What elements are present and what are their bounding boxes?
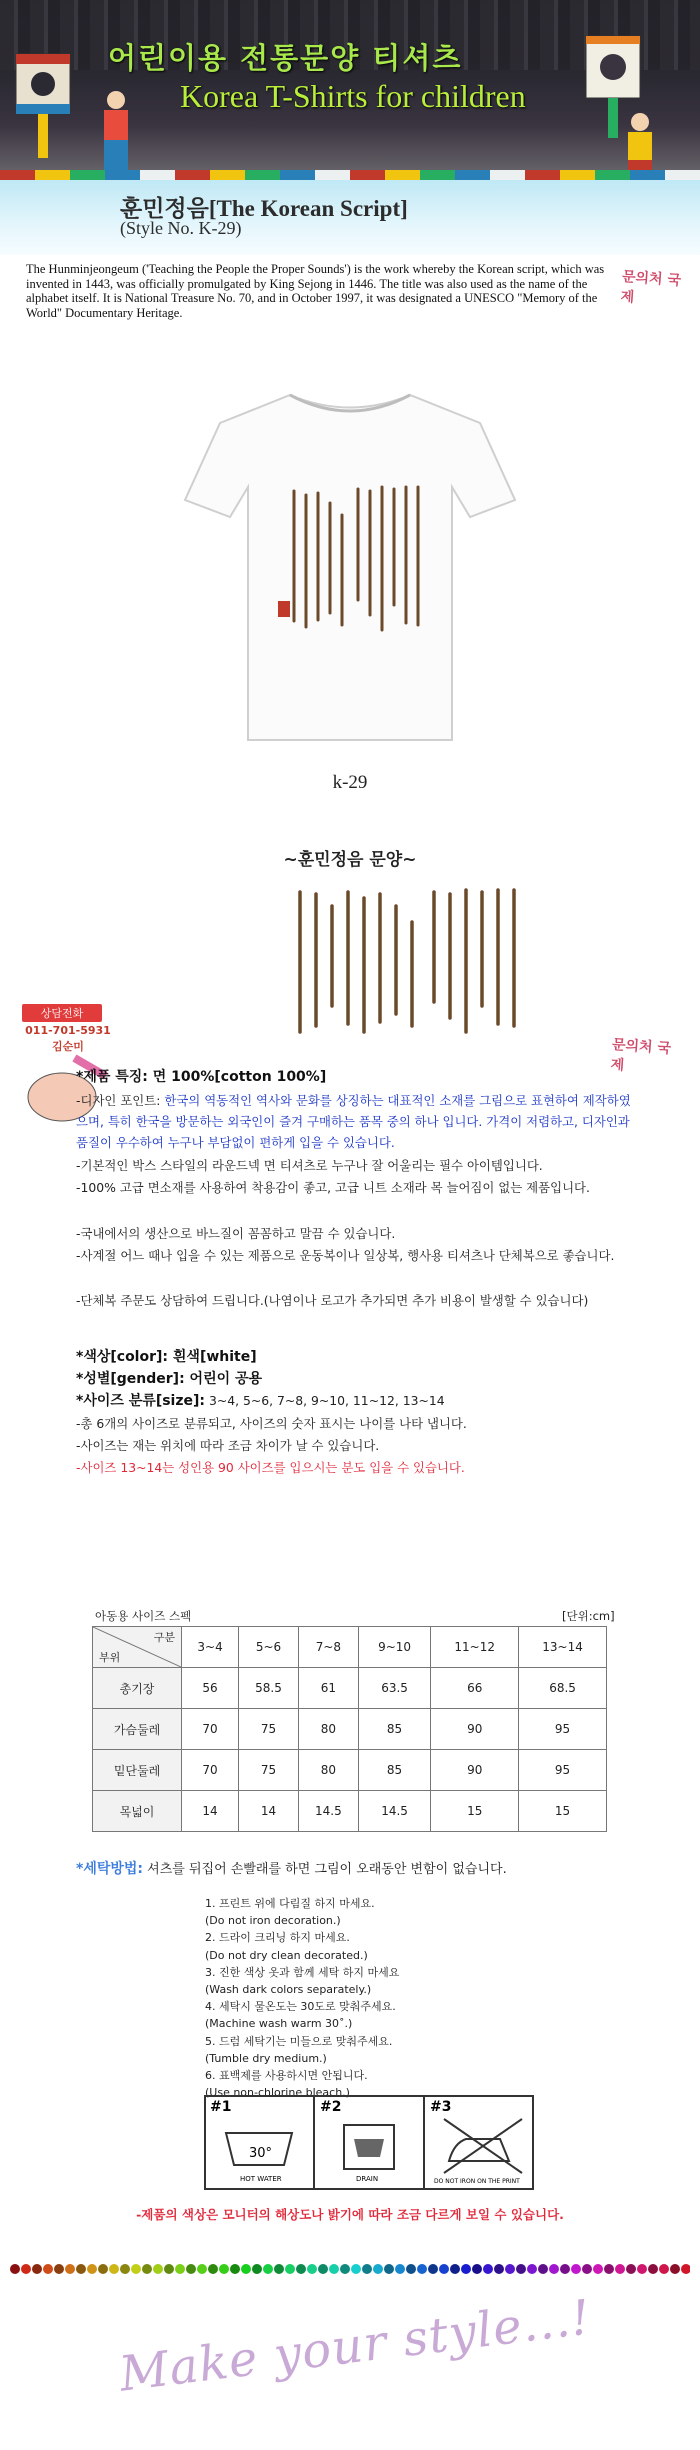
- table-header-row: [93, 1627, 607, 1668]
- table-cell: 56: [182, 1668, 239, 1709]
- table-cell: 58.5: [239, 1668, 299, 1709]
- decorative-dot: [527, 2264, 537, 2274]
- color-label: *색상[color]:: [76, 1349, 169, 1365]
- decorative-dot: [109, 2264, 119, 2274]
- decorative-dot: [54, 2264, 64, 2274]
- decorative-dot: [428, 2264, 438, 2274]
- slogan-text: Make your style...!: [116, 2289, 595, 2403]
- child-figure-icon: [96, 88, 136, 178]
- decorative-dot: [43, 2264, 53, 2274]
- design-point: [76, 1090, 631, 1153]
- decorative-dot: [494, 2264, 504, 2274]
- decorative-dot: [659, 2264, 669, 2274]
- decorative-dot: [164, 2264, 174, 2274]
- table-header-cell: 3~4: [182, 1627, 239, 1668]
- decorative-dot: [263, 2264, 273, 2274]
- decorative-dot: [65, 2264, 75, 2274]
- decorative-dot: [637, 2264, 647, 2274]
- wash-temperature: 30°: [249, 2146, 273, 2161]
- decorative-dot: [406, 2264, 416, 2274]
- size-note: -사이즈는 재는 위치에 따라 조금 차이가 날 수 있습니다.: [76, 1438, 380, 1453]
- table-row-label: 총기장: [93, 1668, 182, 1709]
- table-cell: 63.5: [358, 1668, 430, 1709]
- corner-label-bottom: 부위: [99, 1651, 121, 1664]
- washing-step: (Use non-chlorine bleach.): [205, 2086, 350, 2100]
- table-row: [93, 1668, 607, 1709]
- feature-bullet: -단체복 주문도 상담하여 드립니다.(나염이나 로고가 추가되면 추가 비용이 발생할 수 있습니다): [76, 1293, 589, 1308]
- table-cell: 14.5: [298, 1791, 358, 1832]
- decorative-dot: [417, 2264, 427, 2274]
- decorative-dot: [472, 2264, 482, 2274]
- table-cell: 14.5: [358, 1791, 430, 1832]
- decorative-dot: [340, 2264, 350, 2274]
- washing-label: *세탁방법:: [76, 1861, 144, 1877]
- size-row: [76, 1390, 631, 1412]
- table-row-label: 가슴둘레: [93, 1709, 182, 1750]
- machine-wash-icon: [210, 2099, 292, 2183]
- header-banner: [0, 0, 700, 180]
- decorative-dot: [560, 2264, 570, 2274]
- size-note-highlight: -사이즈 13~14는 성인용 90 사이즈를 입으시는 분도 입을 수 있습니다.: [76, 1460, 465, 1475]
- script-pattern-image: [226, 886, 526, 1036]
- phone-number[interactable]: 011-701-5931: [25, 1024, 111, 1037]
- decorative-dot: [307, 2264, 317, 2274]
- size-table: [92, 1626, 607, 1832]
- decorative-dot: [461, 2264, 471, 2274]
- decorative-dot: [296, 2264, 306, 2274]
- decorative-dot: [87, 2264, 97, 2274]
- feature-bullet: -사계절 어느 때나 입을 수 있는 제품으로 운동복이나 일상복, 행사용 티셔츠나 단체복으로 좋습니다.: [76, 1248, 615, 1263]
- phone-consult-label: 상담전화: [22, 1004, 102, 1022]
- table-cell: 75: [239, 1709, 299, 1750]
- decorative-dot: [351, 2264, 361, 2274]
- table-header-cell: 7~8: [298, 1627, 358, 1668]
- decorative-dot: [197, 2264, 207, 2274]
- pattern-title: ~훈민정음 문양~: [283, 850, 417, 870]
- decorative-dot: [549, 2264, 559, 2274]
- no-iron-icon-label: DO NOT IRON ON THE PRINT: [434, 2178, 520, 2185]
- decorative-dot: [483, 2264, 493, 2274]
- decorative-dot: [142, 2264, 152, 2274]
- decorative-dot: [318, 2264, 328, 2274]
- gender-label: *성별[gender]:: [76, 1371, 185, 1387]
- drain-icon: [320, 2099, 394, 2183]
- feature-bullet: -기본적인 박스 스타일의 라운드넥 면 티셔츠로 누구나 잘 어울리는 필수 아이템입니다.: [76, 1158, 543, 1173]
- table-row-label: 밑단둘레: [93, 1750, 182, 1791]
- size-note: -총 6개의 사이즈로 분류되고, 사이즈의 숫자 표시는 나이를 나타 냅니다.: [76, 1416, 467, 1431]
- washing-step: (Wash dark colors separately.): [205, 1983, 372, 1997]
- product-title: 훈민정음[The Korean Script]: [120, 196, 408, 221]
- table-header-cell: 9~10: [358, 1627, 430, 1668]
- table-header-cell: 13~14: [519, 1627, 607, 1668]
- washing-step: 3. 진한 색상 옷과 함께 세탁 하지 마세요: [205, 1965, 400, 1979]
- washing-step: 1. 프린트 위에 다림질 하지 마세요.: [205, 1897, 375, 1910]
- table-cell: 90: [431, 1709, 519, 1750]
- icon-number: #1: [210, 2099, 232, 2115]
- color-value: 흰색[white]: [168, 1349, 257, 1365]
- inquiry-stamp: 문의처 국제: [620, 268, 682, 306]
- washing-step: 5. 드럼 세탁기는 미들으로 맞춰주세요.: [205, 2034, 393, 2048]
- decorative-dot: [241, 2264, 251, 2274]
- table-cell: 85: [358, 1750, 430, 1791]
- table-header-cell: 5~6: [239, 1627, 299, 1668]
- table-cell: 14: [239, 1791, 299, 1832]
- decorative-dot: [648, 2264, 658, 2274]
- table-cell: 15: [519, 1791, 607, 1832]
- table-row: [93, 1791, 607, 1832]
- decorative-dot: [373, 2264, 383, 2274]
- drain-icon-label: DRAIN: [356, 2175, 379, 2183]
- washing-step: (Machine wash warm 30˚.): [205, 2017, 353, 2031]
- design-point-label: -디자인 포인트:: [76, 1093, 161, 1108]
- table-cell: 70: [182, 1750, 239, 1791]
- kite-icon: [8, 48, 78, 158]
- decorative-dot: [538, 2264, 548, 2274]
- table-cell: 80: [298, 1709, 358, 1750]
- product-style-number: (Style No. K-29): [120, 218, 242, 238]
- decorative-dot: [329, 2264, 339, 2274]
- banner-title-english: Korea T-Shirts for children: [180, 78, 526, 114]
- decorative-dot: [615, 2264, 625, 2274]
- decorative-dot: [76, 2264, 86, 2274]
- table-corner-cell: [93, 1627, 182, 1668]
- table-row-label: 목넓이: [93, 1791, 182, 1832]
- decorative-dot: [571, 2264, 581, 2274]
- decorative-dot: [384, 2264, 394, 2274]
- decorative-dot: [32, 2264, 42, 2274]
- table-row: [93, 1709, 607, 1750]
- decorative-dot: [153, 2264, 163, 2274]
- washing-step: (Tumble dry medium.): [205, 2051, 327, 2065]
- banner-color-stripe: [0, 170, 700, 180]
- banner-title-korean: 어린이용 전통문양 티셔츠: [108, 41, 463, 75]
- table-row: [93, 1750, 607, 1791]
- decorative-dot: [285, 2264, 295, 2274]
- material-label: *제품 특징:: [76, 1069, 148, 1085]
- decorative-dot: [274, 2264, 284, 2274]
- washing-steps-list: [205, 1895, 525, 2101]
- decorative-dot: [450, 2264, 460, 2274]
- size-table-unit: [단위:cm]: [562, 1609, 615, 1623]
- decorative-dot: [186, 2264, 196, 2274]
- decorative-dot: [208, 2264, 218, 2274]
- table-cell: 85: [358, 1709, 430, 1750]
- table-cell: 15: [431, 1791, 519, 1832]
- table-cell: 90: [431, 1750, 519, 1791]
- decorative-dot: [252, 2264, 262, 2274]
- table-cell: 14: [182, 1791, 239, 1832]
- washing-step: (Do not dry clean decorated.): [205, 1948, 368, 1962]
- decorative-dot: [626, 2264, 636, 2274]
- decorative-dot-divider: [10, 2262, 690, 2276]
- decorative-dot: [21, 2264, 31, 2274]
- size-table-caption: 아동용 사이즈 스펙: [95, 1609, 192, 1623]
- gender-row: [76, 1368, 631, 1390]
- table-cell: 95: [519, 1750, 607, 1791]
- decorative-dot: [505, 2264, 515, 2274]
- decorative-dot: [395, 2264, 405, 2274]
- size-label: *사이즈 분류[size]:: [76, 1393, 205, 1409]
- corner-label-top: 구분: [153, 1631, 175, 1644]
- wash-icon-label: HOT WATER: [240, 2175, 282, 2183]
- product-caption: k-29: [332, 772, 368, 793]
- decorative-dot: [593, 2264, 603, 2274]
- table-cell: 61: [298, 1668, 358, 1709]
- decorative-dot: [516, 2264, 526, 2274]
- feature-bullet: -100% 고급 면소재를 사용하여 착용감이 좋고, 고급 니트 소재라 목 늘어짐이 없는 제품입니다.: [76, 1180, 590, 1195]
- table-cell: 80: [298, 1750, 358, 1791]
- decorative-dot: [439, 2264, 449, 2274]
- product-description: The Hunminjeongeum ('Teaching the People the Proper Sounds') is the work whereby the Korean script, which was invented in 1443, was officially promulgated by King Sejong in 1446. The title was also used as the name of the alphabet itself. It is National Treasure No. 70, and in October 1997, it was designated a UNESCO "Memory of the World" Documentary Heritage.: [26, 262, 605, 320]
- washing-step: 2. 드라이 크리닝 하지 마세요.: [205, 1931, 350, 1945]
- icon-number: #2: [320, 2099, 342, 2115]
- table-cell: 68.5: [519, 1668, 607, 1709]
- washing-step: (Do not iron decoration.): [205, 1914, 341, 1928]
- washing-icons: [204, 2095, 534, 2190]
- decorative-dot: [10, 2264, 20, 2274]
- decorative-dot: [362, 2264, 372, 2274]
- washing-step: 4. 세탁시 물온도는 30도로 맞춰주세요.: [205, 2000, 396, 2014]
- size-value: 3~4, 5~6, 7~8, 9~10, 11~12, 13~14: [205, 1393, 445, 1408]
- table-cell: 70: [182, 1709, 239, 1750]
- decorative-dot: [582, 2264, 592, 2274]
- table-cell: 75: [239, 1750, 299, 1791]
- decorative-dot: [120, 2264, 130, 2274]
- decorative-dot: [175, 2264, 185, 2274]
- contact-name: 김순미: [52, 1040, 84, 1053]
- icon-number: #3: [430, 2099, 452, 2115]
- table-cell: 66: [431, 1668, 519, 1709]
- decorative-dot: [604, 2264, 614, 2274]
- decorative-dot: [230, 2264, 240, 2274]
- no-iron-icon: [430, 2099, 522, 2185]
- material-value: 면 100%[cotton 100%]: [147, 1069, 327, 1085]
- decorative-dot: [670, 2264, 680, 2274]
- decorative-dot: [98, 2264, 108, 2274]
- table-header-cell: 11~12: [431, 1627, 519, 1668]
- design-point-text: 한국의 역동적인 역사와 문화를 상징하는 대표적인 소재를 그림으로 표현하여 제작하였으며, 특히 한국을 방문하는 외국인이 즐겨 구매하는 품목 중의 하나 입니다. 가격이 저렴하고, 디자인과 품질이 우수하여 누구나 부담없이 편하게 입을 수 있습니다.: [76, 1093, 631, 1150]
- washing-step: 6. 표백제를 사용하시면 안됩니다.: [205, 2069, 368, 2083]
- washing-method: [76, 1858, 507, 1878]
- decorative-dot: [681, 2264, 690, 2274]
- table-cell: 95: [519, 1709, 607, 1750]
- gender-value: 어린이 공용: [184, 1371, 263, 1387]
- decorative-dot: [131, 2264, 141, 2274]
- feature-bullet: -국내에서의 생산으로 바느질이 꼼꼼하고 말끔 수 있습니다.: [76, 1226, 396, 1241]
- color-disclaimer: -제품의 색상은 모니터의 해상도나 밝기에 따라 조금 다르게 보일 수 있습니다.: [136, 2207, 564, 2222]
- inquiry-stamp: 문의처 국제: [610, 1036, 672, 1074]
- decorative-dot: [219, 2264, 229, 2274]
- washing-note: 셔츠를 뒤집어 손빨래를 하면 그림이 오래동안 변함이 없습니다.: [143, 1862, 507, 1877]
- tshirt-image: [180, 375, 520, 750]
- color-row: [76, 1346, 631, 1368]
- material-row: [76, 1066, 631, 1088]
